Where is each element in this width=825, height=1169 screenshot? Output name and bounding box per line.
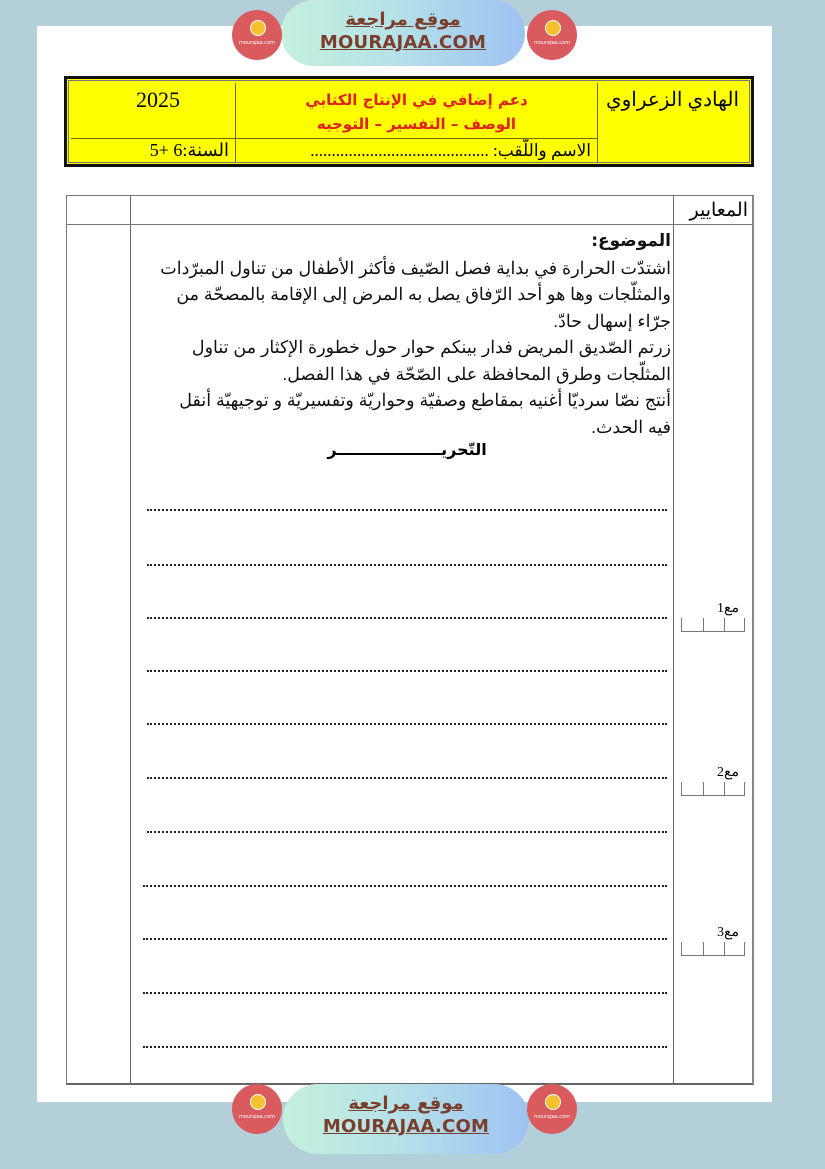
score-boxes[interactable]: [681, 618, 745, 632]
site-logo-badge-left: [232, 1084, 282, 1134]
writing-line[interactable]: [147, 723, 667, 725]
writing-line[interactable]: [143, 938, 667, 940]
logo-icon: [250, 1094, 266, 1110]
score-divider: [724, 618, 725, 632]
assignment-text: [155, 228, 671, 440]
logo-icon: [250, 20, 266, 36]
score-divider: [703, 782, 704, 796]
teacher-name: الهادي الزعراوي: [605, 89, 739, 111]
criteria-header: المعايير: [689, 200, 748, 221]
banner-site-url[interactable]: MOURAJAA.COM: [322, 1116, 490, 1137]
writing-table: [66, 195, 754, 1085]
paragraph-instruction: أنتج نصّا سرديّا أغنيه بمقاطع وصفيّة وحواريّة وتفسيريّة و توجيهيّة أنقل فيه الحدث.: [179, 390, 671, 437]
title-line-1: دعم إضافي في الإنتاج الكتابي: [305, 91, 528, 109]
criterion-1-score[interactable]: [681, 600, 747, 632]
banner-arabic-text: موقع مراجعة: [348, 1093, 464, 1114]
row-divider: [67, 224, 752, 225]
badge-text: mourajaa.com: [238, 1114, 275, 1120]
score-boxes[interactable]: [681, 782, 745, 796]
banner-arabic-text: موقع مراجعة: [345, 9, 461, 30]
paragraph-situation: اشتدّت الحرارة في بداية فصل الصّيف فأكثر الأطفال من تناول المبرّدات والمثلّجات وها هو أحد الرّفاق يصل به المرض إلى الإقامة بالمصحّة من جرّاء إسهال حادّ.: [160, 257, 671, 331]
writing-line[interactable]: [147, 670, 667, 672]
editing-title: التّحريـــــــــــــــــــر: [327, 440, 487, 459]
criterion-2-score[interactable]: [681, 764, 747, 796]
badge-text: mourajaa.com: [238, 40, 275, 46]
criterion-3-score[interactable]: [681, 924, 747, 956]
badge-text: mourajaa.com: [533, 40, 570, 46]
writing-line[interactable]: [147, 509, 667, 511]
logo-icon: [545, 20, 561, 36]
score-divider: [724, 942, 725, 956]
site-logo-badge-left: [232, 10, 282, 60]
column-divider: [130, 196, 131, 1083]
score-divider: [703, 618, 704, 632]
site-logo-badge-right: [527, 1084, 577, 1134]
header-year: 2025: [71, 83, 236, 139]
paragraph-dialogue: زرتم الصّديق المريض فدار بينكم حوار حول خطورة الإكثار من تناول المثلّجات وطرق المحافظة على الصّحّة في هذا الفصل.: [191, 337, 671, 384]
criterion-label: مع3: [717, 925, 739, 940]
writing-line[interactable]: [143, 992, 667, 994]
score-divider: [724, 782, 725, 796]
header-title: [236, 83, 598, 139]
logo-icon: [545, 1094, 561, 1110]
score-divider: [703, 942, 704, 956]
banner-site-url[interactable]: MOURAJAA.COM: [319, 32, 487, 53]
site-logo-badge-right: [527, 10, 577, 60]
writing-line[interactable]: [147, 831, 667, 833]
grade-level: السنة:6 +5: [71, 139, 236, 162]
subject-label: الموضوع:: [591, 231, 671, 251]
student-name-field[interactable]: الاسم واللّقب: ..........................................: [236, 139, 598, 162]
writing-line[interactable]: [147, 564, 667, 566]
badge-text: mourajaa.com: [533, 1114, 570, 1120]
criterion-label: مع1: [717, 601, 739, 616]
writing-line[interactable]: [143, 1046, 667, 1048]
score-boxes[interactable]: [681, 942, 745, 956]
criterion-label: مع2: [717, 765, 739, 780]
writing-line[interactable]: [147, 777, 667, 779]
writing-line[interactable]: [147, 617, 667, 619]
site-banner-bottom[interactable]: [283, 1084, 529, 1154]
title-line-2: الوصف – التفسير – التوجيه: [316, 115, 517, 133]
worksheet-header: [64, 76, 754, 167]
site-banner-top[interactable]: [281, 0, 525, 66]
column-divider: [673, 196, 674, 1083]
writing-line[interactable]: [143, 885, 667, 887]
